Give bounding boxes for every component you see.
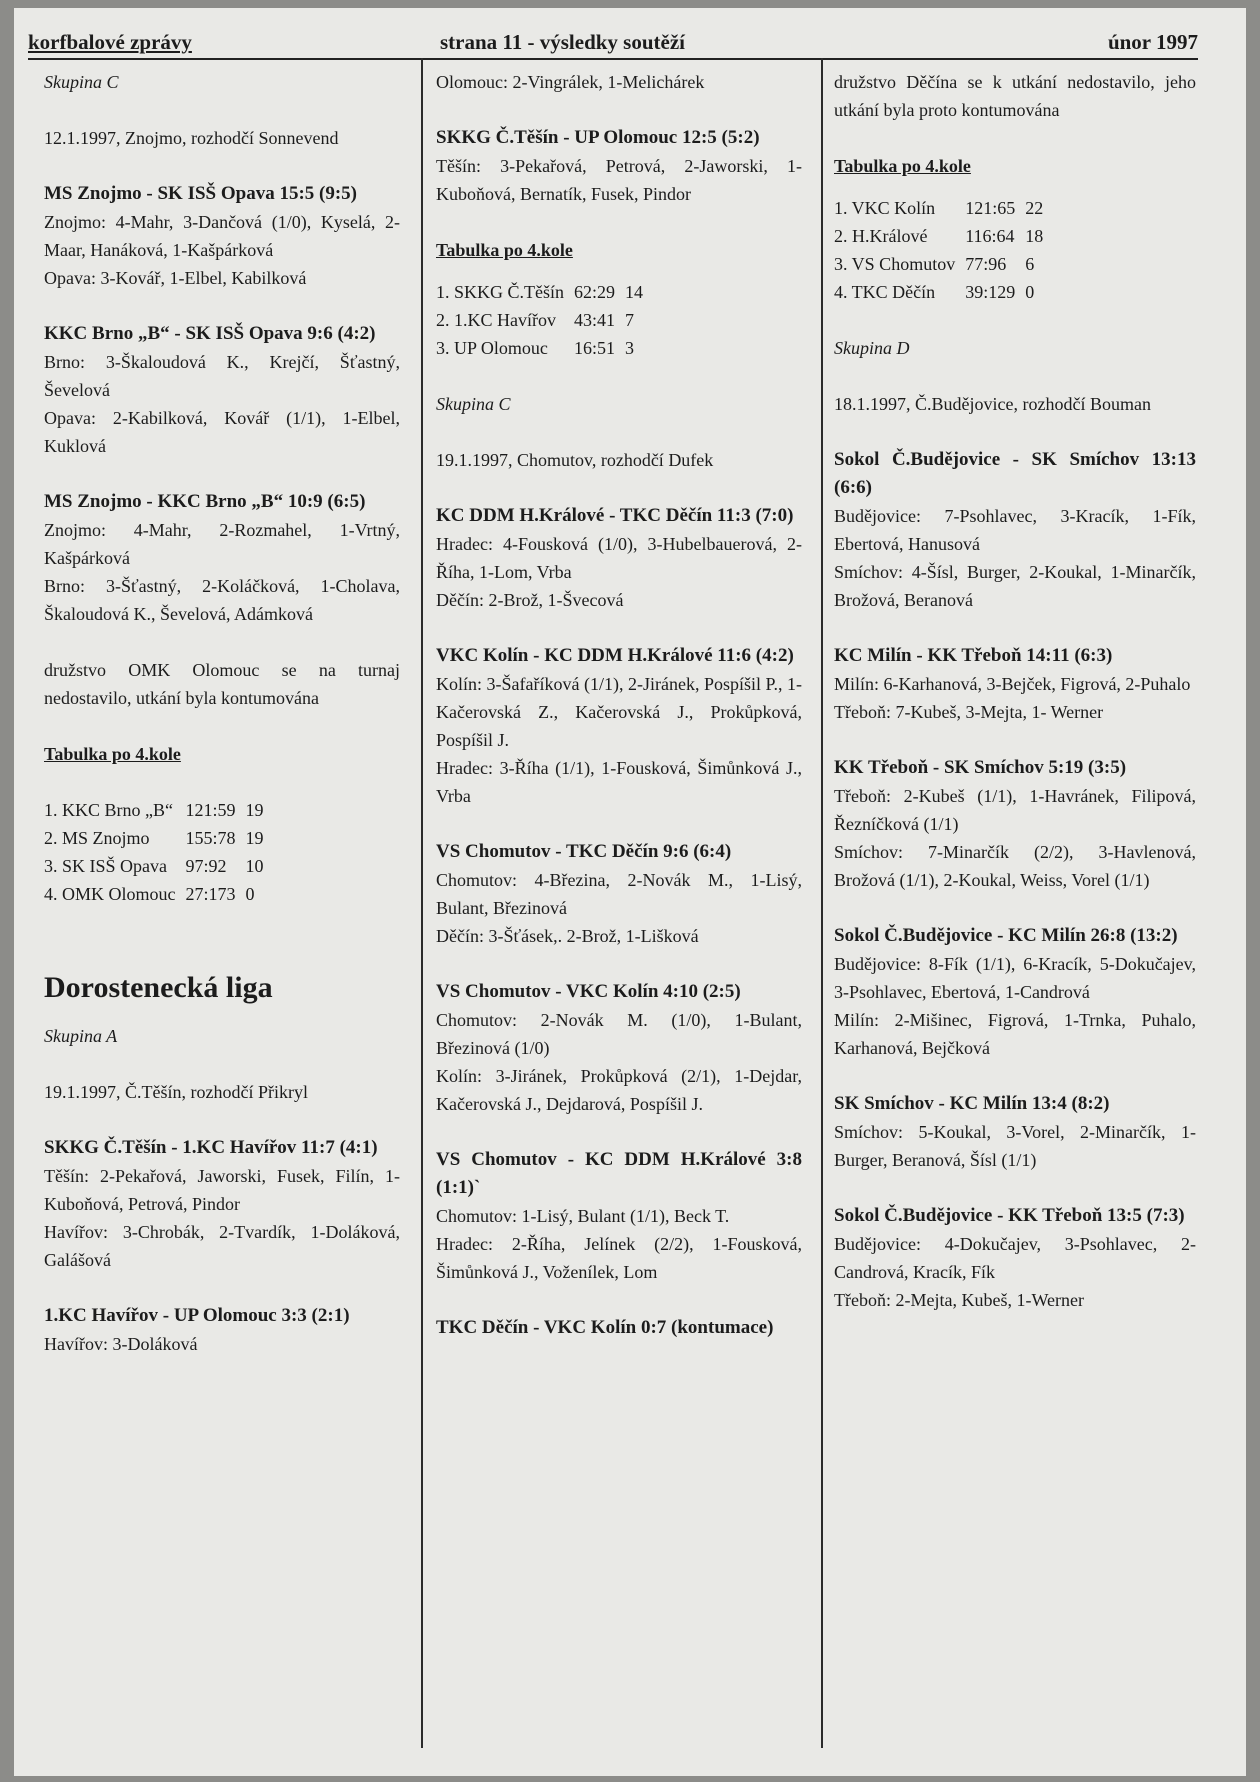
- match-title: 1.KC Havířov - UP Olomouc 3:3 (2:1): [44, 1305, 350, 1326]
- column-1: [44, 68, 400, 1762]
- scorers: Znojmo: 4-Mahr, 3-Dančová (1/0), Kyselá, 2-Maar, Hanáková, 1-Kašpárková: [44, 212, 400, 260]
- group-heading: Skupina A: [44, 1026, 118, 1046]
- column-3: [834, 68, 1196, 1762]
- table-heading: Tabulka po 4.kole: [834, 156, 971, 176]
- scorers: Havířov: 3-Chrobák, 2-Tvardík, 1-Doláková, Galášová: [44, 1222, 400, 1270]
- table-row: 4. TKC Děčín 39:129 0: [834, 282, 1035, 302]
- match-title: MS Znojmo - KKC Brno „B“ 10:9 (6:5): [44, 491, 366, 512]
- column-divider-2: [821, 58, 823, 1748]
- scorers: Brno: 3-Škaloudová K., Krejčí, Šťastný, Ševelová: [44, 352, 400, 400]
- group-heading: Skupina C: [436, 394, 511, 414]
- scorers: Kolín: 3-Šafaříková (1/1), 2-Jiránek, Pospíšil P., 1-Kačerovská Z., Kačerovská J., Prokůpková, Pospíšil J.: [436, 674, 802, 750]
- scorers: Hradec: 4-Fousková (1/0), 3-Hubelbauerová, 2-Říha, 1-Lom, Vrba: [436, 534, 802, 582]
- section-title: Dorostenecká liga: [44, 971, 273, 1004]
- scorers: Těšín: 3-Pekařová, Petrová, 2-Jaworski, 1-Kuboňová, Bernatík, Fusek, Pindor: [436, 156, 802, 204]
- scorers: Opava: 2-Kabilková, Kovář (1/1), 1-Elbel, Kuklová: [44, 408, 400, 456]
- scorers: Havířov: 3-Doláková: [44, 1334, 198, 1354]
- match-title: Sokol Č.Budějovice - SK Smíchov 13:13 (6:6): [834, 449, 1196, 498]
- table-row: 1. KKC Brno „B“ 121:59 19: [44, 800, 264, 820]
- column-divider-1: [421, 58, 423, 1748]
- column-2: [436, 68, 802, 1762]
- table-row: 2. H.Králové 116:64 18: [834, 226, 1044, 246]
- scorers: Třeboň: 7-Kubeš, 3-Mejta, 1- Werner: [834, 702, 1104, 722]
- match-day-info: 19.1.1997, Č.Těšín, rozhodčí Přikryl: [44, 1082, 308, 1102]
- header-page-section: strana 11 - výsledky soutěží: [440, 30, 686, 54]
- table-row: 3. VS Chomutov 77:96 6: [834, 254, 1035, 274]
- standings-table: [834, 194, 1053, 306]
- group-heading: Skupina C: [44, 72, 119, 92]
- forfeit-note: družstvo OMK Olomouc se na turnaj nedostavilo, utkání byla kontumována: [44, 660, 400, 708]
- table-row: 3. UP Olomouc 16:51 3: [436, 338, 635, 358]
- table-row: 1. SKKG Č.Těšín 62:29 14: [436, 282, 644, 302]
- scorers: Smíchov: 7-Minarčík (2/2), 3-Havlenová, Brožová (1/1), 2-Koukal, Weiss, Vorel (1/1): [834, 842, 1196, 890]
- scorers: Chomutov: 1-Lisý, Bulant (1/1), Beck T.: [436, 1206, 730, 1226]
- scorers: Třeboň: 2-Mejta, Kubeš, 1-Werner: [834, 1290, 1084, 1310]
- match-title: KK Třeboň - SK Smíchov 5:19 (3:5): [834, 757, 1127, 778]
- match-title: TKC Děčín - VKC Kolín 0:7 (kontumace): [436, 1317, 774, 1338]
- scorers: Olomouc: 2-Vingrálek, 1-Melichárek: [436, 72, 705, 92]
- scorers: Kolín: 3-Jiránek, Prokůpková (2/1), 1-Dejdar, Kačerovská J., Dejdarová, Pospíšil J.: [436, 1066, 802, 1114]
- match-title: KC DDM H.Králové - TKC Děčín 11:3 (7:0): [436, 505, 794, 526]
- scorers: Chomutov: 4-Březina, 2-Novák M., 1-Lisý, Bulant, Březinová: [436, 870, 802, 918]
- table-row: 1. VKC Kolín 121:65 22: [834, 198, 1044, 218]
- match-title: VS Chomutov - TKC Děčín 9:6 (6:4): [436, 841, 732, 862]
- header-date: únor 1997: [1107, 30, 1198, 54]
- scorers: Milín: 2-Mišinec, Figrová, 1-Trnka, Puhalo, Karhanová, Bejčková: [834, 1010, 1196, 1058]
- scorers: Děčín: 3-Šťásek,. 2-Brož, 1-Lišková: [436, 926, 699, 946]
- scorers: Opava: 3-Kovář, 1-Elbel, Kabilková: [44, 268, 307, 288]
- scorers: Smíchov: 4-Šísl, Burger, 2-Koukal, 1-Minarčík, Brožová, Beranová: [834, 562, 1196, 610]
- match-title: SKKG Č.Těšín - UP Olomouc 12:5 (5:2): [436, 127, 760, 148]
- scorers: Budějovice: 4-Dokučajev, 3-Psohlavec, 2-Candrová, Kracík, Fík: [834, 1234, 1196, 1282]
- match-title: Sokol Č.Budějovice - KK Třeboň 13:5 (7:3): [834, 1205, 1185, 1226]
- scorers: Brno: 3-Šťastný, 2-Koláčková, 1-Cholava, Škaloudová K., Ševelová, Adámková: [44, 576, 400, 624]
- scorers: Znojmo: 4-Mahr, 2-Rozmahel, 1-Vrtný, Kašpárková: [44, 520, 400, 568]
- scorers: Hradec: 3-Říha (1/1), 1-Fousková, Šimůnková J., Vrba: [436, 758, 802, 806]
- table-heading: Tabulka po 4.kole: [44, 744, 181, 764]
- match-title: VS Chomutov - VKC Kolín 4:10 (2:5): [436, 981, 741, 1002]
- table-row: 4. OMK Olomouc 27:173 0: [44, 884, 255, 904]
- table-row: 2. MS Znojmo 155:78 19: [44, 828, 264, 848]
- table-row: 2. 1.KC Havířov 43:41 7: [436, 310, 635, 330]
- page-header: [28, 22, 1198, 60]
- match-title: VKC Kolín - KC DDM H.Králové 11:6 (4:2): [436, 645, 794, 666]
- match-day-info: 12.1.1997, Znojmo, rozhodčí Sonnevend: [44, 128, 339, 148]
- scorers: Budějovice: 8-Fík (1/1), 6-Kracík, 5-Dokučajev, 3-Psohlavec, Ebertová, 1-Candrová: [834, 954, 1196, 1002]
- scorers: Smíchov: 5-Koukal, 3-Vorel, 2-Minarčík, 1-Burger, Beranová, Šísl (1/1): [834, 1122, 1196, 1170]
- scorers: Hradec: 2-Říha, Jelínek (2/2), 1-Fousková, Šimůnková J., Voženílek, Lom: [436, 1234, 802, 1282]
- scorers: Chomutov: 2-Novák M. (1/0), 1-Bulant, Březinová (1/0): [436, 1010, 802, 1058]
- match-title: KKC Brno „B“ - SK ISŠ Opava 9:6 (4:2): [44, 323, 376, 344]
- scorers: Těšín: 2-Pekařová, Jaworski, Fusek, Filín, 1-Kuboňová, Petrová, Pindor: [44, 1166, 400, 1214]
- table-heading: Tabulka po 4.kole: [436, 240, 573, 260]
- match-title: Sokol Č.Budějovice - KC Milín 26:8 (13:2): [834, 925, 1178, 946]
- scorers: Budějovice: 7-Psohlavec, 3-Kracík, 1-Fík, Ebertová, Hanusová: [834, 506, 1196, 554]
- scorers: Děčín: 2-Brož, 1-Švecová: [436, 590, 624, 610]
- match-title: KC Milín - KK Třeboň 14:11 (6:3): [834, 645, 1113, 666]
- match-title: SKKG Č.Těšín - 1.KC Havířov 11:7 (4:1): [44, 1137, 378, 1158]
- scorers: Milín: 6-Karhanová, 3-Bejček, Figrová, 2-Puhalo: [834, 674, 1191, 694]
- header-publication: korfbalové zprávy: [28, 30, 192, 54]
- forfeit-note: družstvo Děčína se k utkání nedostavilo, jeho utkání byla proto kontumována: [834, 72, 1196, 120]
- match-title: MS Znojmo - SK ISŠ Opava 15:5 (9:5): [44, 183, 357, 204]
- standings-table: [44, 796, 274, 908]
- match-day-info: 18.1.1997, Č.Budějovice, rozhodčí Bouman: [834, 394, 1151, 414]
- scorers: Třeboň: 2-Kubeš (1/1), 1-Havránek, Filipová, Řezníčková (1/1): [834, 786, 1196, 834]
- match-day-info: 19.1.1997, Chomutov, rozhodčí Dufek: [436, 450, 714, 470]
- table-row: 3. SK ISŠ Opava 97:92 10: [44, 856, 264, 876]
- standings-table: [436, 278, 653, 362]
- match-title: SK Smíchov - KC Milín 13:4 (8:2): [834, 1093, 1110, 1114]
- group-heading: Skupina D: [834, 338, 910, 358]
- match-title: VS Chomutov - KC DDM H.Králové 3:8 (1:1)`: [436, 1149, 802, 1198]
